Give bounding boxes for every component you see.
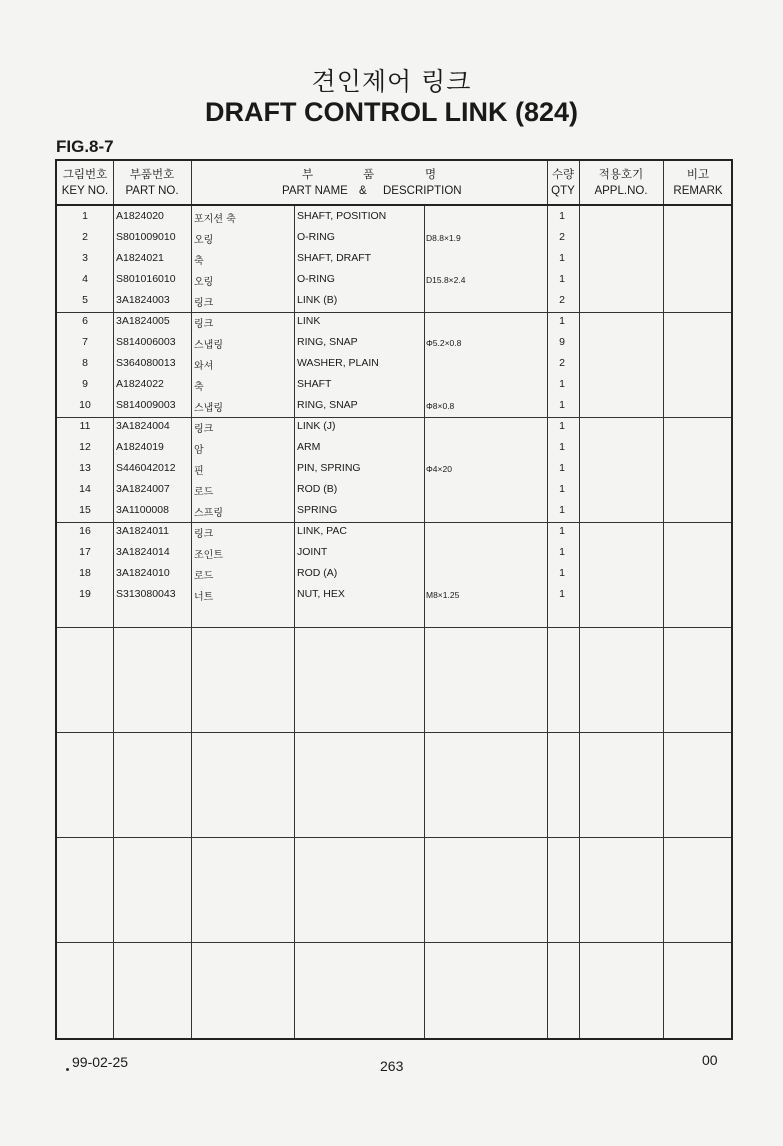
- key-no: 4: [82, 273, 88, 285]
- part-name: SHAFT: [297, 378, 332, 390]
- quantity: 1: [559, 420, 565, 432]
- part-no: A1824022: [116, 378, 164, 390]
- header-qty: QTY: [551, 185, 575, 197]
- part-name: LINK (J): [297, 420, 336, 432]
- key-no: 12: [79, 441, 91, 453]
- part-name-korean: 링크: [194, 529, 214, 540]
- part-no: S313080043: [116, 588, 176, 600]
- table-row: [57, 416, 731, 437]
- table-row: [57, 563, 731, 584]
- header-remark-ko: 비고: [686, 169, 710, 181]
- quantity: 1: [559, 504, 565, 516]
- table-row: [57, 479, 731, 500]
- part-no: 3A1824007: [116, 483, 170, 495]
- part-no: S446042012: [116, 462, 176, 474]
- quantity: 1: [559, 483, 565, 495]
- part-name-korean: 오링: [194, 235, 214, 246]
- key-no: 17: [79, 546, 91, 558]
- quantity: 1: [559, 525, 565, 537]
- table-row: [57, 248, 731, 269]
- part-no: S801016010: [116, 273, 176, 285]
- quantity: 1: [559, 462, 565, 474]
- part-spec: Φ4×20: [426, 464, 452, 474]
- figure-label: FIG.8-7: [56, 137, 114, 156]
- header-part-ko: 부품번호: [129, 169, 175, 181]
- part-spec: D8.8×1.9: [426, 233, 461, 243]
- page-number: 263: [380, 1058, 404, 1074]
- scan-dot: [66, 1068, 69, 1071]
- part-name-korean: 링크: [194, 298, 214, 309]
- key-no: 1: [82, 210, 88, 222]
- header-qty-ko: 수량: [551, 169, 575, 181]
- part-name-korean: 오링: [194, 277, 214, 288]
- quantity: 1: [559, 273, 565, 285]
- header-ampersand: &: [359, 185, 367, 197]
- part-name-korean: 축: [194, 256, 204, 267]
- part-name: ROD (A): [297, 567, 338, 579]
- part-name: LINK, PAC: [297, 525, 347, 537]
- table-row: [57, 458, 731, 479]
- table-row: [57, 311, 731, 332]
- part-name-korean: 축: [194, 382, 204, 393]
- part-name-korean: 스냅링: [194, 403, 223, 414]
- part-no: A1824021: [116, 252, 164, 264]
- table-row: [57, 227, 731, 248]
- quantity: 2: [559, 231, 565, 243]
- header-part-no: PART NO.: [125, 185, 179, 197]
- part-no: 3A1100008: [116, 504, 169, 516]
- header-appl-ko: 적용호기: [598, 169, 644, 181]
- part-no: 3A1824010: [116, 567, 170, 579]
- part-no: S814006003: [116, 336, 176, 348]
- key-no: 9: [82, 378, 88, 390]
- table-row: [57, 500, 731, 521]
- part-no: 3A1824003: [116, 294, 170, 306]
- quantity: 1: [559, 399, 565, 411]
- part-name: O-RING: [297, 273, 335, 285]
- part-spec: M8×1.25: [426, 590, 460, 600]
- part-name: SHAFT, DRAFT: [297, 252, 372, 264]
- footer-date: 99-02-25: [72, 1054, 129, 1070]
- part-no: S364080013: [116, 357, 176, 369]
- key-no: 11: [79, 420, 91, 432]
- part-no: 3A1824004: [116, 420, 170, 432]
- key-no: 5: [82, 294, 88, 306]
- quantity: 1: [559, 588, 565, 600]
- part-name: JOINT: [297, 546, 328, 558]
- part-name-korean: 핀: [194, 466, 204, 477]
- part-name: WASHER, PLAIN: [297, 357, 379, 369]
- table-row: [57, 374, 731, 395]
- part-spec: Φ8×0.8: [426, 401, 455, 411]
- part-name-korean: 와셔: [194, 361, 214, 372]
- key-no: 7: [82, 336, 88, 348]
- key-no: 6: [82, 315, 88, 327]
- header-desc-ko-2: 품: [363, 169, 375, 181]
- header-key-ko: 그림번호: [62, 169, 108, 181]
- part-name-korean: 로드: [194, 571, 214, 582]
- part-name: RING, SNAP: [297, 399, 358, 411]
- quantity: 2: [559, 294, 565, 306]
- header-description: DESCRIPTION: [383, 185, 462, 197]
- part-name-korean: 암: [194, 445, 204, 456]
- part-no: S801009010: [116, 231, 176, 243]
- table-row: [57, 290, 731, 311]
- part-name: RING, SNAP: [297, 336, 358, 348]
- table-row: [57, 269, 731, 290]
- quantity: 1: [559, 567, 565, 579]
- page-title: DRAFT CONTROL LINK (824): [204, 97, 578, 127]
- part-name: ROD (B): [297, 483, 338, 495]
- key-no: 16: [79, 525, 91, 537]
- part-name-korean: 조인트: [194, 550, 223, 561]
- part-name-korean: 로드: [194, 487, 214, 498]
- quantity: 1: [559, 378, 565, 390]
- part-spec: D15.8×2.4: [426, 275, 466, 285]
- table-row: [57, 332, 731, 353]
- table-row: [57, 584, 731, 605]
- part-no: 3A1824005: [116, 315, 170, 327]
- key-no: 15: [79, 504, 91, 516]
- part-name-korean: 너트: [194, 592, 214, 603]
- header-part-name: PART NAME: [282, 185, 348, 197]
- quantity: 1: [559, 315, 565, 327]
- part-name-korean: 스냅링: [194, 340, 223, 351]
- quantity: 1: [559, 252, 565, 264]
- quantity: 1: [559, 441, 565, 453]
- revision-number: 00: [702, 1052, 718, 1068]
- key-no: 8: [82, 357, 88, 369]
- key-no: 14: [79, 483, 91, 495]
- key-no: 18: [79, 567, 91, 579]
- part-name: NUT, HEX: [297, 588, 345, 600]
- part-no: A1824020: [116, 210, 164, 222]
- header-appl-no: APPL.NO.: [594, 185, 648, 197]
- page-title-korean: 견인제어 링크: [311, 67, 472, 96]
- table-row: [57, 395, 731, 416]
- table-row: [57, 206, 731, 227]
- part-spec: Φ5.2×0.8: [426, 338, 462, 348]
- quantity: 1: [559, 210, 565, 222]
- header-desc-ko-3: 명: [425, 169, 437, 181]
- table-row: [57, 437, 731, 458]
- part-no: 3A1824011: [116, 525, 169, 537]
- part-name-korean: 포지션 축: [194, 214, 236, 225]
- part-no: 3A1824014: [116, 546, 170, 558]
- part-name: SHAFT, POSITION: [297, 210, 387, 222]
- header-desc-ko-1: 부: [302, 169, 314, 181]
- part-name: ARM: [297, 441, 321, 453]
- key-no: 10: [79, 399, 91, 411]
- key-no: 19: [79, 588, 91, 600]
- part-name-korean: 스프링: [194, 508, 223, 519]
- part-name: PIN, SPRING: [297, 462, 361, 474]
- part-no: A1824019: [116, 441, 164, 453]
- part-name: LINK: [297, 315, 321, 327]
- part-name: O-RING: [297, 231, 335, 243]
- parts-table: [55, 159, 733, 1040]
- part-name-korean: 링크: [194, 424, 214, 435]
- key-no: 2: [82, 231, 88, 243]
- table-row: [57, 353, 731, 374]
- part-name: SPRING: [297, 504, 338, 516]
- key-no: 13: [79, 462, 91, 474]
- quantity: 9: [559, 336, 565, 348]
- part-no: S814009003: [116, 399, 176, 411]
- quantity: 2: [559, 357, 565, 369]
- part-name: LINK (B): [297, 294, 338, 306]
- header-key-no: KEY NO.: [61, 185, 109, 197]
- quantity: 1: [559, 546, 565, 558]
- key-no: 3: [82, 252, 88, 264]
- table-row: [57, 542, 731, 563]
- part-name-korean: 링크: [194, 319, 214, 330]
- header-remark: REMARK: [673, 185, 723, 197]
- table-row: [57, 521, 731, 542]
